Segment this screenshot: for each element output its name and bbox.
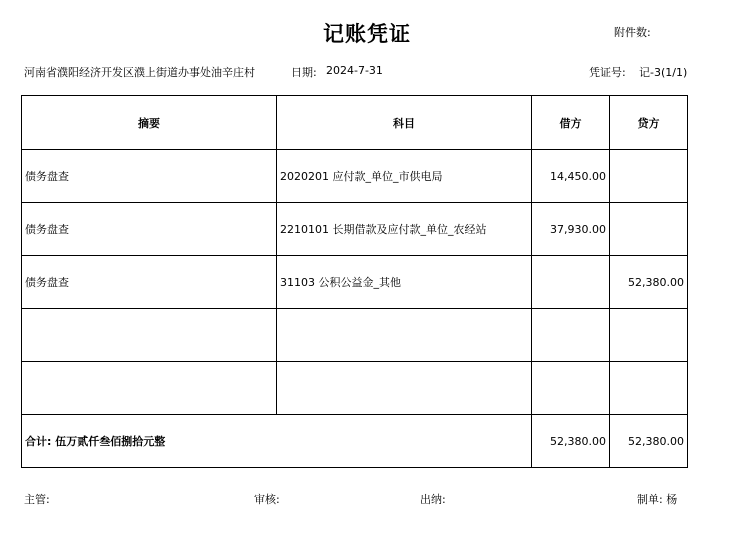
table-row (22, 150, 688, 203)
table-row (22, 362, 688, 415)
header-credit: 贷方 (610, 96, 688, 150)
total-label: 合计: 伍万贰仟叁佰捌拾元整 (22, 415, 532, 468)
cashier-label: 出纳: (420, 493, 446, 506)
table-row (22, 203, 688, 256)
voucher-no-value: 记-3(1/1) (639, 66, 688, 79)
org-name: 河南省濮阳经济开发区濮上街道办事处油辛庄村 (24, 66, 255, 79)
voucher-table (21, 95, 688, 468)
row-summary: 债务盘查 (22, 150, 277, 203)
date-label: 日期: (291, 66, 317, 79)
voucher-no-label: 凭证号: (589, 66, 626, 79)
total-debit: 52,380.00 (532, 415, 610, 468)
row-account (277, 362, 532, 415)
row-summary: 债务盘查 (22, 203, 277, 256)
preparer-label: 制单: 杨 (637, 493, 678, 506)
table-header-row (22, 96, 688, 150)
table-row (22, 309, 688, 362)
supervisor-label: 主管: (24, 493, 50, 506)
row-credit (610, 203, 688, 256)
header-summary: 摘要 (22, 96, 277, 150)
total-row (22, 415, 688, 468)
header-account: 科目 (277, 96, 532, 150)
total-credit: 52,380.00 (610, 415, 688, 468)
table-row (22, 256, 688, 309)
attachments-label: 附件数: (614, 26, 651, 39)
row-debit: 37,930.00 (532, 203, 610, 256)
row-credit (610, 150, 688, 203)
row-account: 31103 公积公益金_其他 (277, 256, 532, 309)
row-debit: 14,450.00 (532, 150, 610, 203)
row-credit (610, 309, 688, 362)
row-summary (22, 309, 277, 362)
row-debit (532, 362, 610, 415)
voucher-title: 记账凭证 (323, 22, 411, 46)
row-summary: 债务盘查 (22, 256, 277, 309)
reviewer-label: 审核: (254, 493, 280, 506)
header-debit: 借方 (532, 96, 610, 150)
row-account (277, 309, 532, 362)
row-summary (22, 362, 277, 415)
date-value: 2024-7-31 (326, 64, 383, 77)
row-account: 2210101 长期借款及应付款_单位_农经站 (277, 203, 532, 256)
row-credit: 52,380.00 (610, 256, 688, 309)
row-debit (532, 309, 610, 362)
row-debit (532, 256, 610, 309)
row-credit (610, 362, 688, 415)
row-account: 2020201 应付款_单位_市供电局 (277, 150, 532, 203)
